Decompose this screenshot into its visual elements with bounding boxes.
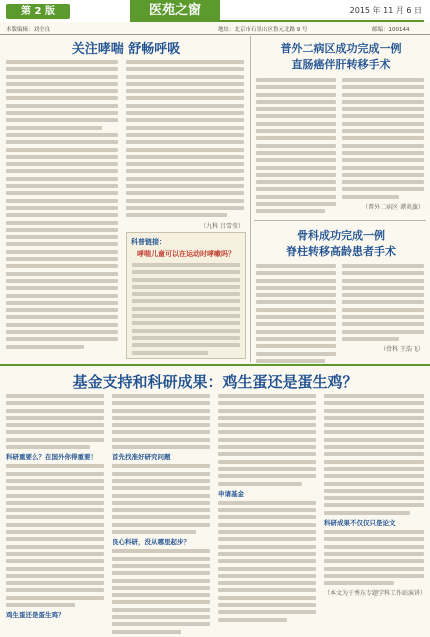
article-right-mid-col2: [342, 264, 424, 353]
editor-credit: 本版编辑：刘全良: [6, 27, 51, 33]
article-right-mid-headline-1: 骨科成功完成一例: [297, 229, 385, 242]
feature-subhead-1: 科研重要么？在国外你得重要！: [6, 453, 97, 462]
column-divider: [250, 36, 251, 362]
article-right-mid-caption: （骨科 王浩飞）: [380, 346, 424, 354]
feature-divider: [0, 364, 430, 366]
meta-row: [0, 24, 430, 35]
issue-date: 2015 年 11 月 6 日: [349, 6, 422, 15]
article-left-caption: （九科 吕雪莹）: [200, 222, 244, 230]
science-link-question: 哮喘儿童可以在运动时哮嗽吗？: [137, 249, 235, 258]
feature-headline: 基金支持和科研成果：鸡生蛋还是蛋生鸡？: [72, 373, 358, 391]
article-right-top-col1: [256, 78, 336, 217]
masthead: [0, 0, 430, 22]
postal-code: 邮编：100144: [372, 27, 410, 33]
section-banner: 医苑之窗: [130, 0, 220, 22]
feature-col2: [112, 394, 210, 637]
feature-col3: [218, 394, 316, 625]
feature-col4: [324, 394, 427, 598]
feature-subhead-4: 良心科研，没从哪里起步？: [112, 538, 190, 547]
feature-subhead-3: 首先找准好研究问题: [112, 453, 171, 462]
feature-subhead-5: 申请基金: [218, 489, 244, 498]
article-right-top-headline-2: 直肠癌伴肝转移手术: [291, 58, 391, 71]
article-right-mid-col1: [256, 264, 336, 366]
article-right-top-caption: （普外二病区 谭炎旗）: [362, 204, 424, 212]
feature-caption: （本文为于秀东专题学科工作站演讲）: [324, 590, 427, 598]
edition-tag: 第 2 版: [6, 4, 70, 19]
right-section-divider: [254, 220, 426, 221]
address: 地址：北京市石景山区鲁元北路 9 号: [218, 27, 308, 33]
article-left-col1: [6, 60, 118, 352]
feature-subhead-6: 科研成果不仅仅只是论文: [324, 519, 396, 528]
science-link-label: 科普链接：: [131, 237, 166, 246]
article-right-mid-headline-2: 脊柱转移高龄患者手术: [286, 245, 396, 258]
feature-col1: [6, 394, 104, 622]
article-right-top-headline-1: 普外二病区成功完成一例: [280, 42, 402, 55]
article-right-top-col2: [342, 78, 424, 211]
science-link-box: [126, 232, 246, 359]
article-left-col2: [126, 60, 244, 230]
feature-subhead-2: 鸡生蛋还是蛋生鸡？: [6, 611, 65, 620]
article-left-headline: 关注哮喘 舒畅呼吸: [71, 42, 181, 57]
